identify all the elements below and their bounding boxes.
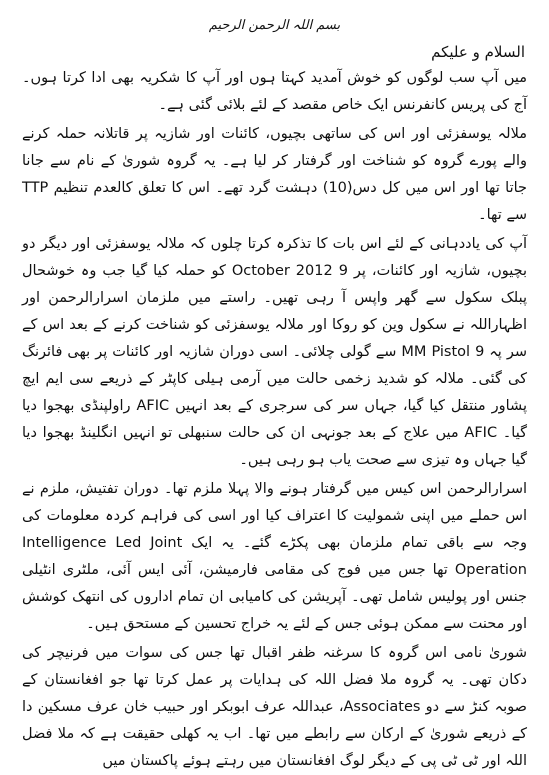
paragraph-1: میں آپ سب لوگوں کو خوش آمدید کہتا ہوں اور آپ کا شکریہ بھی ادا کرتا ہوں۔ آج کی پریس کانفرنس ایک خاص مقصد کے لئے بلائی گئی ہے۔ xyxy=(22,70,527,113)
paragraph-3: آپ کی یاددہانی کے لئے اس بات کا تذکرہ کرتا چلوں کہ ملالہ یوسفزئی اور دیگر دو بچیوں، شازیہ اور کائنات، پر 9 October 2012 کو حملہ کیا گیا جب وہ خوشحال پبلک سکول سے گھر واپس آ رہی تھیں۔ راستے میں ملزمان اسرارالرحمن اور اظہاراللہ نے سکول وین کو روکا اور ملالہ یوسفزئی کو شناخت کرنے کے بعد اس کے سر پہ 9 MM Pistol سے گولی چلائی۔ اسی دوران شازیہ اور کائنات پر بھی فائرنگ کی گئی۔ ملالہ کو شدید زخمی حالت میں آرمی ہیلی کاپٹر کے ذریعے سی ایم ایچ پشاور منتقل کیا گیا، جہاں سر کی سرجری کے بعد انہیں AFIC راولپنڈی بھجوا دیا گیا۔ AFIC میں علاج کے بعد جونہی ان کی حالت سنبھلی تو انہیں انگلینڈ بھجوا دیا گیا جہاں وہ تیزی سے صحت یاب ہو رہی ہیں۔ xyxy=(22,236,528,468)
bismillah-heading: بسم اللہ الرحمن الرحیم xyxy=(208,18,341,33)
paragraph-2: ملالہ یوسفزئی اور اس کی ساتھی بچیوں، کائنات اور شازیہ پر قاتلانہ حملہ کرنے والے پورے گروہ کو شناخت اور گرفتار کر لیا ہے۔ یہ گروہ شوریٰ کے نام سے جانا جاتا تھا اور اس میں کل دس(10) دہشت گرد تھے۔ اس کا تعلق کالعدم تنظیم TTP سے تھا۔ xyxy=(22,126,527,223)
salutation: السلام و علیکم xyxy=(431,43,525,61)
paragraph-5: شوریٰ نامی اس گروہ کا سرغنہ ظفر اقبال تھا جس کی سوات میں فرنیچر کی دکان تھی۔ یہ گروہ ملا فضل اللہ کی ہدایات پر عمل کرتا تھا جو افغانستان کے صوبہ کنڑ سے دو Associates، عبداللہ عرف ابوبکر اور حبیب خان عرف مسکین دا کے ذریعے شوریٰ کے ارکان سے رابطے میں تھا۔ اب یہ کھلی حقیقت ہے کہ ملا فضل اللہ اور ٹی ٹی پی کے دیگر لوگ افغانستان میں رہتے ہوئے پاکستان میں xyxy=(22,645,527,769)
paragraph-4: اسرارالرحمن اس کیس میں گرفتار ہونے والا پہلا ملزم تھا۔ دوران تفتیش، ملزم نے اس حملے میں اپنی شمولیت کا اعتراف کیا اور اسی کی فراہم کردہ معلومات کی وجہ سے باقی تمام ملزمان بھی پکڑے گئے۔ یہ ایک Intelligence Led Joint Operation تھا جس میں فوج کی مقامی فارمیشن، آئی ایس آئی، ملٹری انٹیلی جنس اور پولیس شامل تھی۔ آپریشن کی کامیابی ان تمام اداروں کی انتھک کوشش اور محنت سے ممکن ہوئی جس کے لئے یہ خراج تحسین کے مستحق ہیں۔ xyxy=(22,481,527,632)
